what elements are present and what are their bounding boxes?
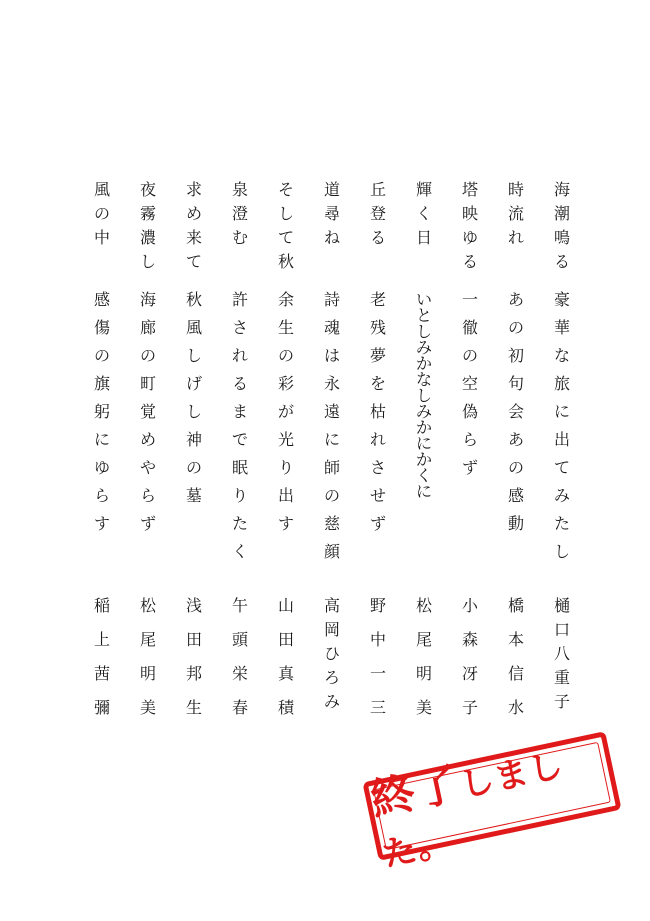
poem-7-upper: [271, 182, 301, 278]
char: 豪: [553, 290, 570, 309]
char: 霧: [139, 204, 156, 223]
char: 口: [553, 620, 570, 639]
char: は: [323, 346, 340, 365]
char: の: [139, 346, 156, 365]
char: れ: [231, 346, 248, 365]
char: 徹: [461, 318, 478, 337]
char: 時: [507, 180, 524, 199]
char: 日: [415, 228, 432, 247]
poem-1-upper: [547, 182, 577, 278]
char: ろ: [323, 668, 340, 687]
char: 子: [461, 698, 478, 717]
char: れ: [507, 228, 524, 247]
stamp-text-head: 終了: [366, 757, 465, 827]
char: 句: [507, 374, 524, 393]
char: ず: [369, 514, 386, 533]
poem-9-author: [179, 598, 209, 734]
char: 樋: [553, 596, 570, 615]
poem-10-author: [133, 598, 163, 734]
poem-8-author: [225, 598, 255, 734]
char: す: [277, 514, 294, 533]
char: く: [415, 466, 432, 485]
char: る: [553, 252, 570, 271]
char: ひ: [323, 644, 340, 663]
stamp-text-tail: しました。: [378, 744, 568, 876]
char: 尾: [139, 630, 156, 649]
char: に: [93, 430, 110, 449]
char: の: [93, 346, 110, 365]
char: 海: [139, 290, 156, 309]
poem-4-upper: [409, 182, 439, 254]
char: 美: [139, 698, 156, 717]
char: 春: [231, 698, 248, 717]
char: る: [231, 374, 248, 393]
char: 廊: [139, 318, 156, 337]
char: 許: [231, 290, 248, 309]
poem-7-author: [271, 598, 301, 734]
char: あ: [507, 430, 524, 449]
char: で: [231, 430, 248, 449]
char: 上: [93, 630, 110, 649]
char: 永: [323, 374, 340, 393]
poem-10-lower: [133, 292, 163, 544]
char: 明: [415, 664, 432, 683]
char: 水: [507, 698, 524, 717]
char: 田: [277, 630, 294, 649]
poem-8-upper: [225, 182, 255, 254]
char: み: [415, 338, 432, 357]
char: 求: [185, 180, 202, 199]
char: 魂: [323, 318, 340, 337]
char: 初: [507, 346, 524, 365]
char: 生: [185, 698, 202, 717]
char: が: [277, 402, 294, 421]
char: ゆ: [93, 458, 110, 477]
char: 師: [323, 458, 340, 477]
char: の: [185, 458, 202, 477]
stamp-text: [364, 716, 620, 876]
char: 子: [553, 692, 570, 711]
char: ら: [139, 486, 156, 505]
char: 邦: [185, 664, 202, 683]
poem-3-lower: [455, 292, 485, 488]
char: 三: [369, 698, 386, 717]
poem-9-lower: [179, 292, 209, 516]
char: 輝: [415, 180, 432, 199]
char: し: [553, 542, 570, 561]
char: の: [507, 458, 524, 477]
char: し: [185, 346, 202, 365]
char: 小: [461, 596, 478, 615]
char: く: [231, 542, 248, 561]
char: 冴: [461, 664, 478, 683]
char: 余: [277, 290, 294, 309]
char: て: [277, 228, 294, 247]
char: 空: [461, 374, 478, 393]
char: さ: [369, 458, 386, 477]
poem-6-lower: [317, 292, 347, 572]
char: そ: [277, 180, 294, 199]
char: ず: [139, 514, 156, 533]
char: 橋: [507, 596, 524, 615]
char: 夢: [369, 346, 386, 365]
char: ら: [461, 430, 478, 449]
char: を: [369, 374, 386, 393]
char: 偽: [461, 402, 478, 421]
char: 道: [323, 180, 340, 199]
poem-7-lower: [271, 292, 301, 544]
char: 顔: [323, 542, 340, 561]
char: 彌: [93, 698, 110, 717]
char: 登: [369, 204, 386, 223]
char: た: [553, 514, 570, 533]
char: 動: [507, 514, 524, 533]
char: げ: [185, 374, 202, 393]
char: 風: [93, 180, 110, 199]
char: 美: [415, 698, 432, 717]
char: た: [231, 514, 248, 533]
poem-8-lower: [225, 292, 255, 572]
char: 積: [277, 698, 294, 717]
char: 秋: [185, 290, 202, 309]
poem-10-upper: [133, 182, 163, 278]
char: や: [139, 458, 156, 477]
char: 丘: [369, 180, 386, 199]
char: れ: [369, 430, 386, 449]
poem-2-author: [501, 598, 531, 734]
poem-5-upper: [363, 182, 393, 254]
char: す: [93, 514, 110, 533]
char: 来: [185, 228, 202, 247]
char: ず: [461, 458, 478, 477]
char: 野: [369, 596, 386, 615]
char: に: [323, 430, 340, 449]
char: 神: [185, 430, 202, 449]
poem-5-author: [363, 598, 393, 734]
poem-4-lower: [409, 292, 439, 500]
poem-11-upper: [87, 182, 117, 254]
char: め: [139, 430, 156, 449]
char: 秋: [277, 252, 294, 271]
char: か: [415, 354, 432, 373]
char: に: [415, 434, 432, 453]
char: の: [507, 318, 524, 337]
char: 八: [553, 644, 570, 663]
char: 茜: [93, 664, 110, 683]
char: し: [415, 322, 432, 341]
char: 松: [415, 596, 432, 615]
char: せ: [369, 486, 386, 505]
char: い: [415, 290, 432, 309]
char: 浅: [185, 596, 202, 615]
char: 泉: [231, 180, 248, 199]
char: 感: [93, 290, 110, 309]
char: 真: [277, 664, 294, 683]
char: 詩: [323, 290, 340, 309]
char: の: [277, 346, 294, 365]
char: あ: [507, 290, 524, 309]
char: 眠: [231, 458, 248, 477]
char: 岡: [323, 620, 340, 639]
poem-1-author: [547, 598, 577, 718]
poem-2-lower: [501, 292, 531, 544]
char: 潮: [553, 204, 570, 223]
char: 風: [185, 318, 202, 337]
completion-stamp: [362, 731, 621, 876]
char: 中: [93, 228, 110, 247]
char: 町: [139, 374, 156, 393]
char: 覚: [139, 402, 156, 421]
char: 華: [553, 318, 570, 337]
char: 森: [461, 630, 478, 649]
char: 残: [369, 318, 386, 337]
char: 遠: [323, 402, 340, 421]
char: 尾: [415, 630, 432, 649]
char: 午: [231, 596, 248, 615]
char: 感: [507, 486, 524, 505]
char: 高: [323, 596, 340, 615]
char: 重: [553, 668, 570, 687]
char: か: [415, 418, 432, 437]
char: 出: [277, 486, 294, 505]
char: な: [415, 370, 432, 389]
char: 山: [277, 596, 294, 615]
char: 一: [461, 290, 478, 309]
poem-4-author: [409, 598, 439, 734]
char: 傷: [93, 318, 110, 337]
char: ま: [231, 402, 248, 421]
char: 鳴: [553, 228, 570, 247]
char: し: [277, 204, 294, 223]
poem-3-author: [455, 598, 485, 734]
char: に: [415, 482, 432, 501]
char: か: [415, 450, 432, 469]
char: る: [369, 228, 386, 247]
char: 塔: [461, 180, 478, 199]
char: し: [139, 252, 156, 271]
char: 濃: [139, 228, 156, 247]
char: 松: [139, 596, 156, 615]
char: 田: [185, 630, 202, 649]
char: 慈: [323, 514, 340, 533]
char: し: [185, 402, 202, 421]
char: り: [277, 458, 294, 477]
char: 澄: [231, 204, 248, 223]
char: 中: [369, 630, 386, 649]
char: み: [415, 402, 432, 421]
char: 枯: [369, 402, 386, 421]
char: 本: [507, 630, 524, 649]
char: さ: [231, 318, 248, 337]
char: 出: [553, 430, 570, 449]
char: 老: [369, 290, 386, 309]
char: 夜: [139, 180, 156, 199]
char: 旗: [93, 374, 110, 393]
char: 一: [369, 664, 386, 683]
poem-5-lower: [363, 292, 393, 544]
char: な: [553, 346, 570, 365]
poem-11-lower: [87, 292, 117, 544]
char: る: [461, 252, 478, 271]
poem-2-upper: [501, 182, 531, 254]
poem-9-upper: [179, 182, 209, 278]
char: ね: [323, 228, 340, 247]
char: 流: [507, 204, 524, 223]
char: の: [323, 486, 340, 505]
char: 躬: [93, 402, 110, 421]
char: と: [415, 306, 432, 325]
char: 光: [277, 430, 294, 449]
poem-6-upper: [317, 182, 347, 254]
char: の: [93, 204, 110, 223]
char: 栄: [231, 664, 248, 683]
char: 信: [507, 664, 524, 683]
char: に: [553, 402, 570, 421]
char: 映: [461, 204, 478, 223]
char: く: [415, 204, 432, 223]
char: り: [231, 486, 248, 505]
char: ゆ: [461, 228, 478, 247]
char: 旅: [553, 374, 570, 393]
char: む: [231, 228, 248, 247]
poem-11-author: [87, 598, 117, 734]
char: て: [185, 252, 202, 271]
poem-3-upper: [455, 182, 485, 278]
char: 稲: [93, 596, 110, 615]
char: 明: [139, 664, 156, 683]
char: 頭: [231, 630, 248, 649]
char: 彩: [277, 374, 294, 393]
poem-1-lower: [547, 292, 577, 572]
poem-6-author: [317, 598, 347, 718]
char: 墓: [185, 486, 202, 505]
char: の: [461, 346, 478, 365]
char: み: [323, 692, 340, 711]
char: め: [185, 204, 202, 223]
char: み: [553, 486, 570, 505]
char: 会: [507, 402, 524, 421]
char: 尋: [323, 204, 340, 223]
char: し: [415, 386, 432, 405]
char: て: [553, 458, 570, 477]
char: ら: [93, 486, 110, 505]
char: 海: [553, 180, 570, 199]
char: 生: [277, 318, 294, 337]
